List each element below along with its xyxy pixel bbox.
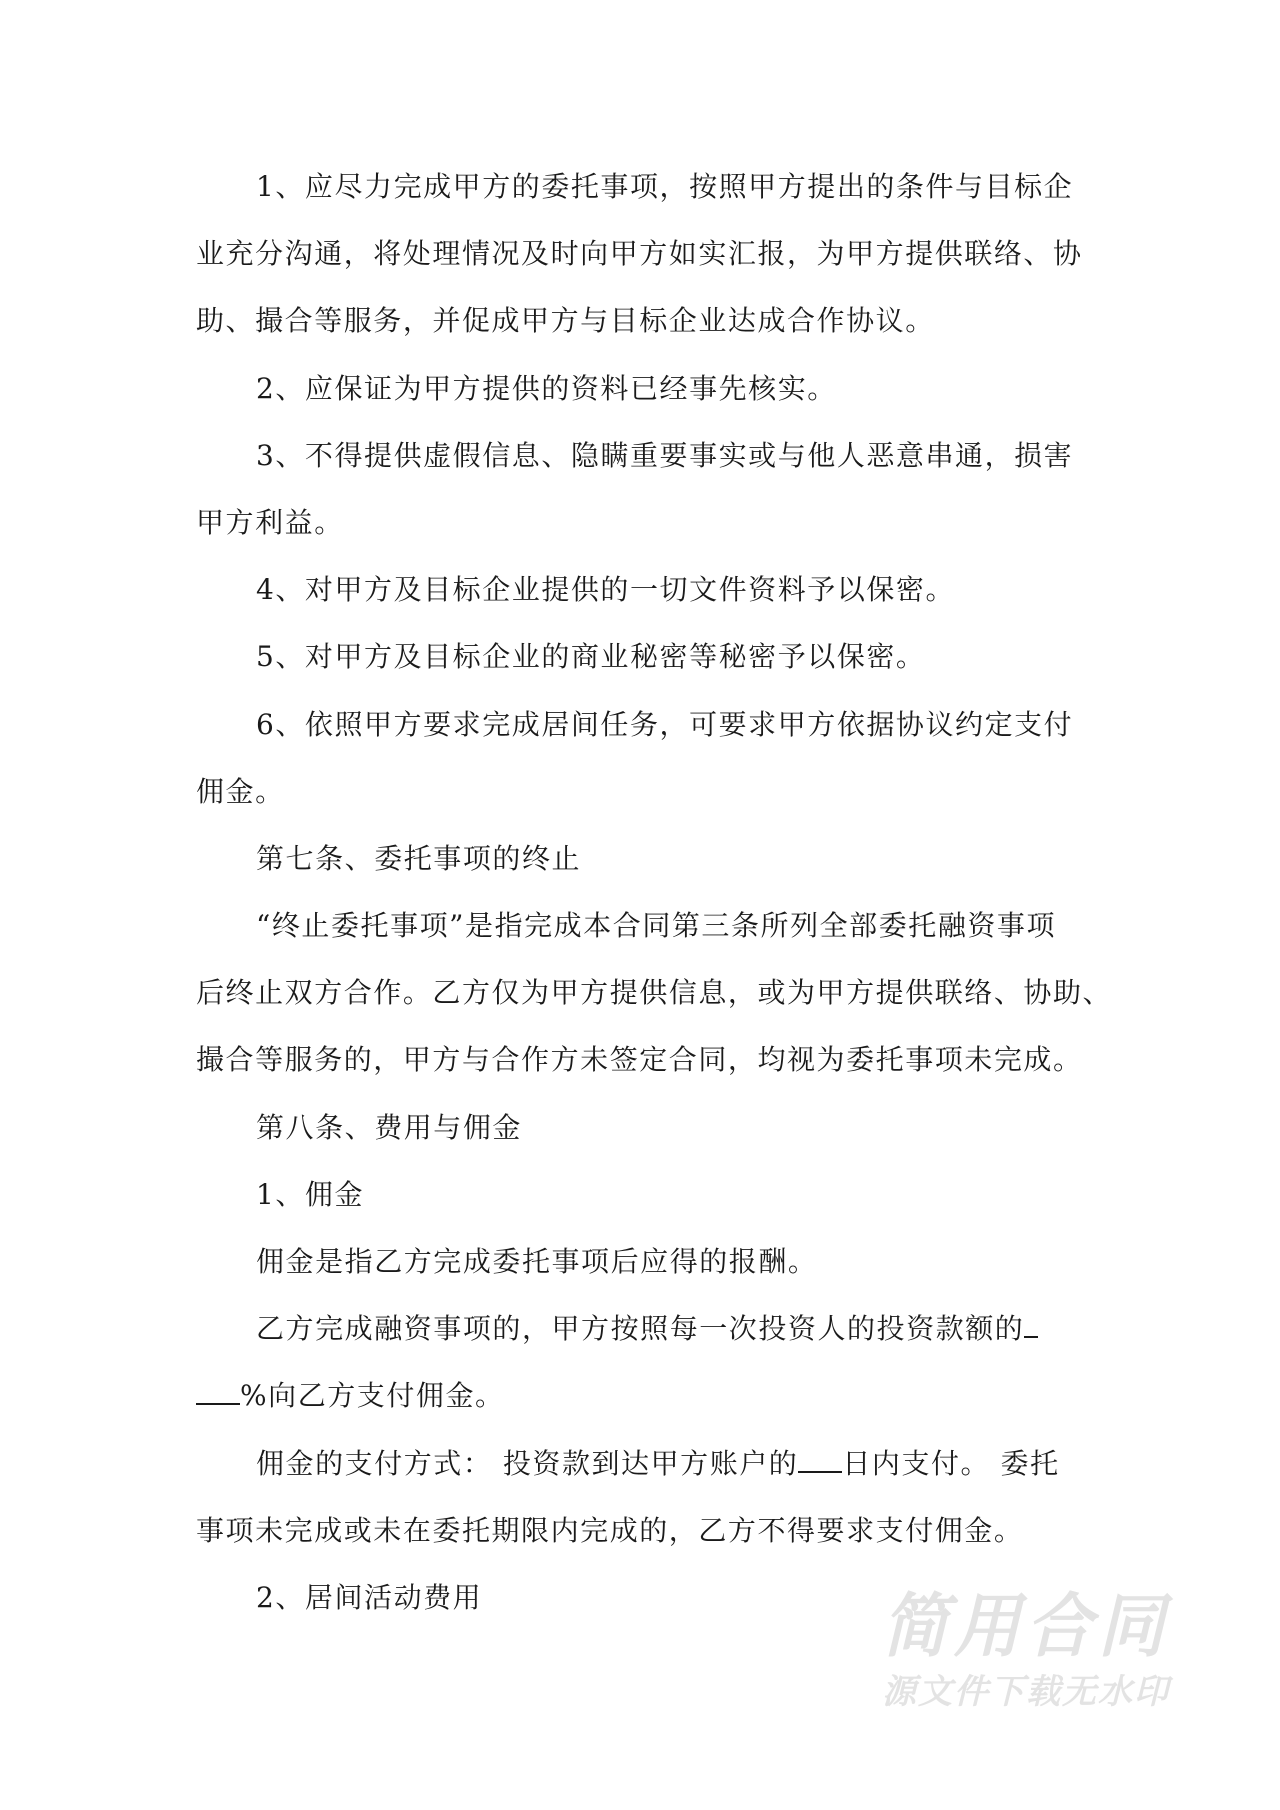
paragraph-line: 甲方利益。 xyxy=(196,505,344,539)
watermark-tagline: 源文件下载无水印 xyxy=(882,1672,1170,1712)
paragraph-line: 3、不得提供虚假信息、隐瞒重要事实或与他人恶意串通，损害 xyxy=(256,438,1074,472)
commission-rate-line-cont xyxy=(196,1362,1088,1429)
commission-rate-suffix: %向乙方支付佣金。 xyxy=(240,1379,505,1413)
paragraph-line: 业充分沟通，将处理情况及时向甲方如实汇报，为甲方提供联络、协 xyxy=(196,237,1083,271)
paragraph-line: 后终止双方合作。乙方仅为甲方提供信息，或为甲方提供联络、协助、 xyxy=(196,976,1113,1010)
commission-rate-blank xyxy=(196,1379,240,1405)
payment-method-suffix: 日内支付。 委托 xyxy=(842,1446,1060,1480)
commission-rate-line xyxy=(196,1295,1088,1362)
section-heading-article-8: 第八条、费用与佣金 xyxy=(256,1110,522,1144)
paragraph-line: “终止委托事项”是指完成本合同第三条所列全部委托融资事项 xyxy=(256,909,1057,943)
payment-method-line xyxy=(196,1430,1088,1497)
watermark-brand: 简用合同 xyxy=(882,1585,1170,1667)
paragraph-line: 佣金是指乙方完成委托事项后应得的报酬。 xyxy=(256,1245,818,1278)
payment-days-blank xyxy=(798,1447,842,1473)
paragraph-line: 事项未完成或未在委托期限内完成的，乙方不得要求支付佣金。 xyxy=(196,1513,1024,1547)
paragraph-line: 4、对甲方及目标企业提供的一切文件资料予以保密。 xyxy=(256,573,956,607)
subsection-heading-commission: 1、佣金 xyxy=(256,1177,365,1211)
paragraph-line: 1、应尽力完成甲方的委托事项，按照甲方提出的条件与目标企 xyxy=(256,170,1074,203)
payment-method-text: 佣金的支付方式： 投资款到达甲方账户的 xyxy=(256,1446,799,1480)
paragraph-line: 助、撮合等服务，并促成甲方与目标企业达成合作协议。 xyxy=(196,304,935,338)
paragraph-line: 2、应保证为甲方提供的资料已经事先核实。 xyxy=(256,371,837,405)
paragraph-line: 佣金。 xyxy=(196,774,285,808)
document-body xyxy=(196,153,1113,1631)
paragraph-line: 5、对甲方及目标企业的商业秘密等秘密予以保密。 xyxy=(256,640,926,674)
paragraph-line: 6、依照甲方要求完成居间任务，可要求甲方依据协议约定支付 xyxy=(256,707,1074,741)
watermark xyxy=(882,1585,1182,1712)
commission-rate-text: 乙方完成融资事项的，甲方按照每一次投资人的投资款额的 xyxy=(256,1312,1025,1346)
subsection-heading-intermediary-fees: 2、居间活动费用 xyxy=(256,1580,483,1614)
commission-rate-blank-start xyxy=(1024,1312,1038,1338)
paragraph-line: 撮合等服务的，甲方与合作方未签定合同，均视为委托事项未完成。 xyxy=(196,1043,1083,1077)
section-heading-article-7: 第七条、委托事项的终止 xyxy=(256,841,582,875)
